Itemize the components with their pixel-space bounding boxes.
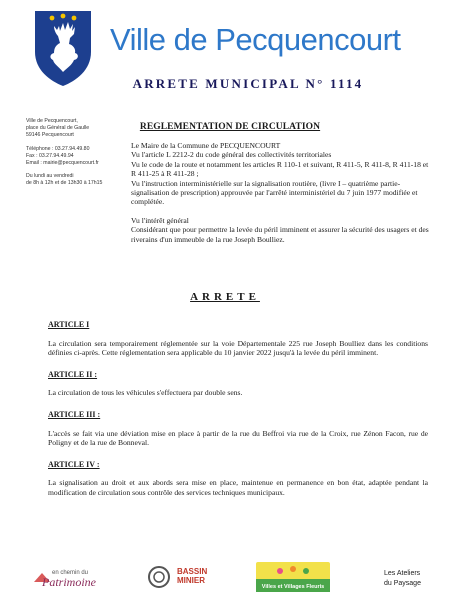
ateliers-paysage-logo [382,562,430,592]
fax-line: Fax : 03.27.94.49.94 [26,152,74,159]
article [48,320,428,358]
arrete-number: ARRETE MUNICIPAL N° 1114 [132,76,364,91]
villes-fleuris-logo [256,562,330,592]
considerant-line: Considérant que pour permettre la levée du péril imminent et assurer la sécurité des usagers et des riverains d'un immeuble de la rue Joseph Boulliez. [131,225,429,244]
article-title: ARTICLE I [48,320,90,329]
patrimoine-small-text: en chemin du [52,570,89,576]
address-line: 59146 Pecquencourt [26,132,74,139]
paysage-line2: du Paysage [384,580,421,587]
town-title: Ville de Pecquencourt [110,22,401,57]
considerant-line: Vu l'instruction interministérielle sur la signalisation routière, (livre I – quatrième partie-signalisation de prescription) approuvée par l'arrêté interministériel du 7 juin 1977 modifiée et complétée. [131,178,418,207]
paysage-line1: Les Ateliers [384,570,421,577]
article-title: ARTICLE IV : [48,459,100,469]
article-text: L'accès se fait via une déviation mise en place à partir de la rue du Beffroi via rue de la Croix, rue Zénon Facon, rue de Poligny et de la rue de Bonneval. [48,428,428,448]
phone-line: Téléphone : 03.27.94.49.80 [26,145,90,152]
considerant-line: Le Maire de la Commune de PECQUENCOURT [131,141,281,150]
villes-text: Villes et Villages Fleuris [261,584,325,590]
hours-line: Du lundi au vendredi [26,173,74,180]
address-line: place du Général de Gaulle [26,125,90,132]
patrimoine-main-text: Patrimoine [42,575,96,589]
article-text: La circulation sera temporairement réglementée sur la voie Départementale 225 rue Joseph Boulliez dans les conditions définies ci-après. Cette réglementation sera applicable du 10 janvier 2022 jusqu'à la levée du péril imminent. [48,338,428,358]
article [48,460,428,498]
article-title: ARTICLE III : [48,409,101,419]
articles-section [48,320,428,510]
email-line: Email : mairie@pecquencourt.fr [26,160,99,167]
hours-line: de 8h à 12h et de 13h30 à 17h15 [26,180,103,187]
town-crest-logo [32,8,94,88]
considerant-line: Vu l'article L 2212-2 du code général des collectivités territoriales [131,150,332,160]
minier-text: MINIER [177,576,205,585]
article [48,370,428,398]
sidebar-contact-details [26,146,126,168]
spacer [131,207,429,216]
considerant-line: Vu l'intérêt général [131,215,189,225]
sidebar-address [26,118,126,140]
article-text: La signalisation au droit et aux abords sera mise en place, maintenue en permanence en bon état, adaptée pendant la modification de circulation sous contrôle des services techniques municipaux. [48,478,428,497]
sidebar-hours [26,173,126,187]
article [48,410,428,448]
arrete-heading: ARRETE [190,291,260,303]
patrimoine-logo [28,562,120,592]
subject-heading: REGLEMENTATION DE CIRCULATION [139,122,321,132]
considerant-line: Vu le code de la route et notamment les articles R 110-1 et suivant, R 411-5, R 411-8, R 411-18 et R 411-25 à R 411-28 ; [131,159,429,179]
bassin-minier-logo [147,562,232,592]
considerants-block [131,141,429,244]
address-line: Ville de Pecquencourt, [26,118,78,124]
bassin-text: BASSIN [177,567,208,576]
sidebar-contact [26,118,126,194]
article-title: ARTICLE II : [48,369,98,379]
article-text: La circulation de tous les véhicules s'effectuera par double sens. [48,388,243,398]
